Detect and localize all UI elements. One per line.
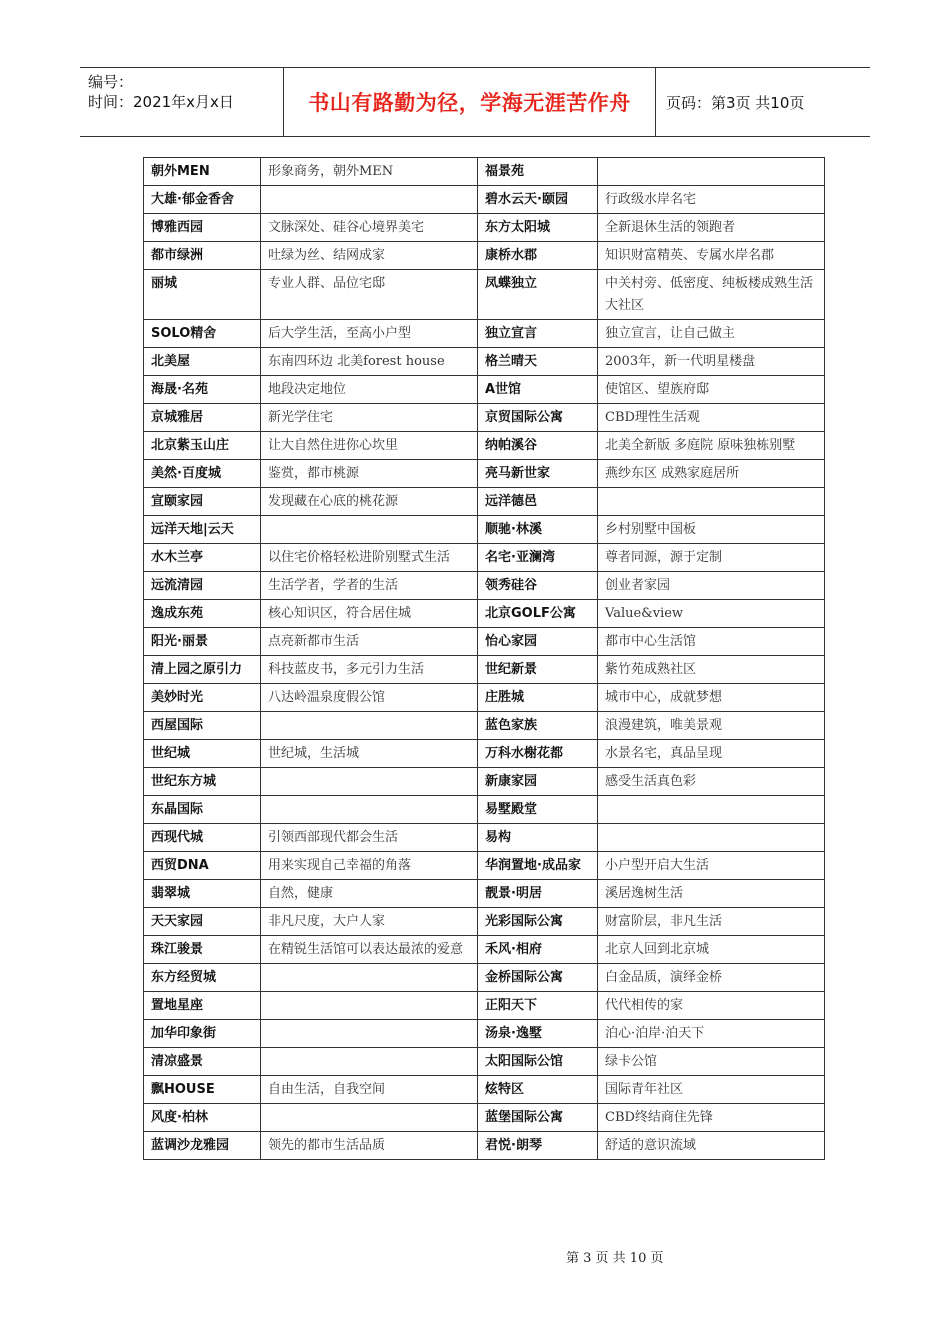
- table-row: [144, 158, 825, 186]
- property-name-right: 庄胜城: [478, 684, 598, 712]
- table-row: [144, 376, 825, 404]
- property-slogan-left: 让大自然住进你心坎里: [261, 432, 478, 460]
- property-name-right: 独立宣言: [478, 320, 598, 348]
- property-name-left: 蓝调沙龙雅园: [144, 1132, 261, 1160]
- property-name-left: 朝外MEN: [144, 158, 261, 186]
- table-row: [144, 908, 825, 936]
- property-slogan-right: [598, 796, 825, 824]
- table-row: [144, 712, 825, 740]
- property-slogan-right: 代代相传的家: [598, 992, 825, 1020]
- property-slogan-left: 八达岭温泉度假公馆: [261, 684, 478, 712]
- property-slogan-right: 都市中心生活馆: [598, 628, 825, 656]
- property-name-right: 亮马新世家: [478, 460, 598, 488]
- property-slogan-right: [598, 488, 825, 516]
- property-slogan-left: 科技蓝皮书，多元引力生活: [261, 656, 478, 684]
- document-time-label: 时间：2021年x月x日: [88, 93, 234, 111]
- table-body: [144, 158, 825, 1160]
- property-slogan-left: 非凡尺度，大户人家: [261, 908, 478, 936]
- property-slogan-right: 全新退休生活的领跑者: [598, 214, 825, 242]
- property-name-right: 炫特区: [478, 1076, 598, 1104]
- table-row: [144, 516, 825, 544]
- property-slogan-right: 浪漫建筑，唯美景观: [598, 712, 825, 740]
- property-name-left: 京城雅居: [144, 404, 261, 432]
- property-name-right: 福景苑: [478, 158, 598, 186]
- property-slogan-left: 引领西部现代都会生活: [261, 824, 478, 852]
- property-slogan-left: 自由生活，自我空间: [261, 1076, 478, 1104]
- property-slogan-left: [261, 964, 478, 992]
- property-slogan-right: CBD终结商住先锋: [598, 1104, 825, 1132]
- property-slogan-left: 文脉深处、硅谷心境界美宅: [261, 214, 478, 242]
- property-slogan-left: 用来实现自己幸福的角落: [261, 852, 478, 880]
- property-slogan-right: 绿卡公馆: [598, 1048, 825, 1076]
- property-slogan-left: 吐绿为丝、结网成家: [261, 242, 478, 270]
- property-name-right: 禾风·相府: [478, 936, 598, 964]
- property-slogan-right: 乡村别墅中国板: [598, 516, 825, 544]
- property-name-left: 置地星座: [144, 992, 261, 1020]
- property-slogan-right: 白金品质，演绎金桥: [598, 964, 825, 992]
- property-name-left: 宣颐家园: [144, 488, 261, 516]
- property-name-right: 领秀硅谷: [478, 572, 598, 600]
- property-name-right: 远洋德邑: [478, 488, 598, 516]
- property-name-left: 世纪城: [144, 740, 261, 768]
- property-name-right: 碧水云天·颐园: [478, 186, 598, 214]
- property-name-left: 东方经贸城: [144, 964, 261, 992]
- table-row: [144, 1132, 825, 1160]
- document-number-label: 编号：: [88, 73, 134, 91]
- property-slogan-right: 城市中心，成就梦想: [598, 684, 825, 712]
- property-name-left: 水木兰亭: [144, 544, 261, 572]
- table-row: [144, 348, 825, 376]
- property-name-left: 飘HOUSE: [144, 1076, 261, 1104]
- property-slogan-left: 东南四环边 北美forest house: [261, 348, 478, 376]
- property-slogan-right: 泊心·泊岸·泊天下: [598, 1020, 825, 1048]
- property-name-left: 逸成东苑: [144, 600, 261, 628]
- property-slogan-left: 后大学生活，至高小户型: [261, 320, 478, 348]
- property-slogan-right: Value&view: [598, 600, 825, 628]
- table-row: [144, 214, 825, 242]
- property-slogan-left: [261, 1048, 478, 1076]
- property-slogan-left: 形象商务，朝外MEN: [261, 158, 478, 186]
- property-slogan-right: 国际青年社区: [598, 1076, 825, 1104]
- property-slogan-left: [261, 186, 478, 214]
- page-header: [80, 67, 870, 137]
- table-row: [144, 656, 825, 684]
- property-slogan-right: 中关村旁、低密度、纯板楼成熟生活大社区: [598, 270, 825, 320]
- property-slogan-right: [598, 824, 825, 852]
- property-slogan-left: 世纪城，生活城: [261, 740, 478, 768]
- property-slogan-right: 舒适的意识流域: [598, 1132, 825, 1160]
- property-name-left: 珠江骏景: [144, 936, 261, 964]
- property-slogan-left: 以住宅价格轻松进阶别墅式生活: [261, 544, 478, 572]
- property-slogan-right: 感受生活真色彩: [598, 768, 825, 796]
- table-row: [144, 936, 825, 964]
- property-name-left: 远洋天地|云天: [144, 516, 261, 544]
- property-name-right: 君悦·朗琴: [478, 1132, 598, 1160]
- table-row: [144, 852, 825, 880]
- property-name-left: 清凉盛景: [144, 1048, 261, 1076]
- property-name-right: A世馆: [478, 376, 598, 404]
- table-row: [144, 740, 825, 768]
- property-slogan-left: 生活学者，学者的生活: [261, 572, 478, 600]
- property-slogan-right: 创业者家园: [598, 572, 825, 600]
- property-name-left: 北美屋: [144, 348, 261, 376]
- property-name-left: 远流清园: [144, 572, 261, 600]
- header-page-number: 页码：第3页 共10页: [666, 93, 805, 112]
- property-slogan-left: 地段决定地位: [261, 376, 478, 404]
- table-row: [144, 404, 825, 432]
- property-slogan-right: 紫竹苑成熟社区: [598, 656, 825, 684]
- property-name-right: 金桥国际公寓: [478, 964, 598, 992]
- page-footer: 第 3 页 共 10 页: [566, 1251, 664, 1266]
- property-name-right: 华润置地·成品家: [478, 852, 598, 880]
- property-name-left: 大雄·郁金香舍: [144, 186, 261, 214]
- property-slogan-left: 发现藏在心底的桃花源: [261, 488, 478, 516]
- table-row: [144, 270, 825, 320]
- property-name-right: 京贸国际公寓: [478, 404, 598, 432]
- property-name-left: 东晶国际: [144, 796, 261, 824]
- table-row: [144, 1020, 825, 1048]
- table-row: [144, 796, 825, 824]
- property-name-left: 风度·柏林: [144, 1104, 261, 1132]
- property-slogan-left: 自然，健康: [261, 880, 478, 908]
- property-name-right: 名宅·亚澜湾: [478, 544, 598, 572]
- property-slogan-right: 北美全新版 多庭院 原味独栋别墅: [598, 432, 825, 460]
- property-name-right: 太阳国际公馆: [478, 1048, 598, 1076]
- property-slogan-left: [261, 992, 478, 1020]
- property-name-left: 博雅西园: [144, 214, 261, 242]
- table-row: [144, 992, 825, 1020]
- property-slogan-right: 独立宣言，让自己做主: [598, 320, 825, 348]
- property-name-left: 西贸DNA: [144, 852, 261, 880]
- table-row: [144, 1104, 825, 1132]
- property-name-left: 加华印象街: [144, 1020, 261, 1048]
- property-name-right: 靓景·明居: [478, 880, 598, 908]
- table-row: [144, 432, 825, 460]
- property-slogan-right: 行政级水岸名宅: [598, 186, 825, 214]
- property-name-right: 蓝色家族: [478, 712, 598, 740]
- table-row: [144, 824, 825, 852]
- table-row: [144, 964, 825, 992]
- property-name-right: 新康家园: [478, 768, 598, 796]
- property-slogan-right: 北京人回到北京城: [598, 936, 825, 964]
- property-name-right: 凤蝶独立: [478, 270, 598, 320]
- table-row: [144, 600, 825, 628]
- property-slogan-right: 溪居逸树生活: [598, 880, 825, 908]
- property-slogan-right: 知识财富精英、专属水岸名郡: [598, 242, 825, 270]
- property-name-left: SOLO精舍: [144, 320, 261, 348]
- property-name-right: 世纪新景: [478, 656, 598, 684]
- table-row: [144, 460, 825, 488]
- property-slogan-left: [261, 1104, 478, 1132]
- property-slogan-right: 2003年，新一代明星楼盘: [598, 348, 825, 376]
- table-row: [144, 768, 825, 796]
- property-name-left: 清上园之原引力: [144, 656, 261, 684]
- table-row: [144, 488, 825, 516]
- property-slogan-left: 点亮新都市生活: [261, 628, 478, 656]
- property-name-left: 都市绿洲: [144, 242, 261, 270]
- property-name-right: 康桥水郡: [478, 242, 598, 270]
- header-motto: 书山有路勤为径，学海无涯苦作舟: [283, 68, 656, 136]
- property-slogan-left: [261, 768, 478, 796]
- property-slogan-left: 核心知识区，符合居住城: [261, 600, 478, 628]
- property-slogan-right: 尊者同源，源于定制: [598, 544, 825, 572]
- property-name-left: 美妙时光: [144, 684, 261, 712]
- table-row: [144, 1076, 825, 1104]
- property-name-right: 格兰晴天: [478, 348, 598, 376]
- property-name-right: 光彩国际公寓: [478, 908, 598, 936]
- table-row: [144, 1048, 825, 1076]
- property-name-left: 阳光·丽景: [144, 628, 261, 656]
- property-name-right: 北京GOLF公寓: [478, 600, 598, 628]
- property-name-right: 蓝堡国际公寓: [478, 1104, 598, 1132]
- property-name-right: 纳帕溪谷: [478, 432, 598, 460]
- property-name-left: 天天家园: [144, 908, 261, 936]
- property-slogan-left: [261, 712, 478, 740]
- table-row: [144, 320, 825, 348]
- header-meta: [80, 68, 283, 136]
- property-name-right: 易构: [478, 824, 598, 852]
- table-row: [144, 684, 825, 712]
- property-slogan-table: [143, 157, 825, 1160]
- table-row: [144, 880, 825, 908]
- property-name-right: 怡心家园: [478, 628, 598, 656]
- property-slogan-right: 使馆区、望族府邸: [598, 376, 825, 404]
- property-name-left: 美然·百度城: [144, 460, 261, 488]
- property-slogan-left: [261, 516, 478, 544]
- property-name-right: 顺驰·林溪: [478, 516, 598, 544]
- property-name-left: 西现代城: [144, 824, 261, 852]
- property-name-left: 西屋国际: [144, 712, 261, 740]
- property-name-left: 丽城: [144, 270, 261, 320]
- property-slogan-left: 领先的都市生活品质: [261, 1132, 478, 1160]
- property-slogan-right: CBD理性生活观: [598, 404, 825, 432]
- property-slogan-left: [261, 796, 478, 824]
- property-name-left: 翡翠城: [144, 880, 261, 908]
- property-slogan-right: 小户型开启大生活: [598, 852, 825, 880]
- property-slogan-left: [261, 1020, 478, 1048]
- property-slogan-right: [598, 158, 825, 186]
- property-slogan-left: 鉴赏，都市桃源: [261, 460, 478, 488]
- property-name-left: 海晟·名苑: [144, 376, 261, 404]
- property-name-right: 汤泉·逸墅: [478, 1020, 598, 1048]
- property-slogan-left: 在精锐生活馆可以表达最浓的爱意: [261, 936, 478, 964]
- property-slogan-left: 专业人群、品位宅邸: [261, 270, 478, 320]
- property-name-right: 东方太阳城: [478, 214, 598, 242]
- table-row: [144, 544, 825, 572]
- property-name-left: 北京紫玉山庄: [144, 432, 261, 460]
- table-row: [144, 186, 825, 214]
- property-name-right: 正阳天下: [478, 992, 598, 1020]
- property-slogan-right: 水景名宅，真品呈现: [598, 740, 825, 768]
- property-slogan-right: 财富阶层，非凡生活: [598, 908, 825, 936]
- table-row: [144, 628, 825, 656]
- property-name-right: 万科水榭花都: [478, 740, 598, 768]
- property-name-right: 易墅殿堂: [478, 796, 598, 824]
- property-slogan-right: 燕纱东区 成熟家庭居所: [598, 460, 825, 488]
- property-slogan-left: 新光学住宅: [261, 404, 478, 432]
- table-row: [144, 242, 825, 270]
- property-name-left: 世纪东方城: [144, 768, 261, 796]
- table-row: [144, 572, 825, 600]
